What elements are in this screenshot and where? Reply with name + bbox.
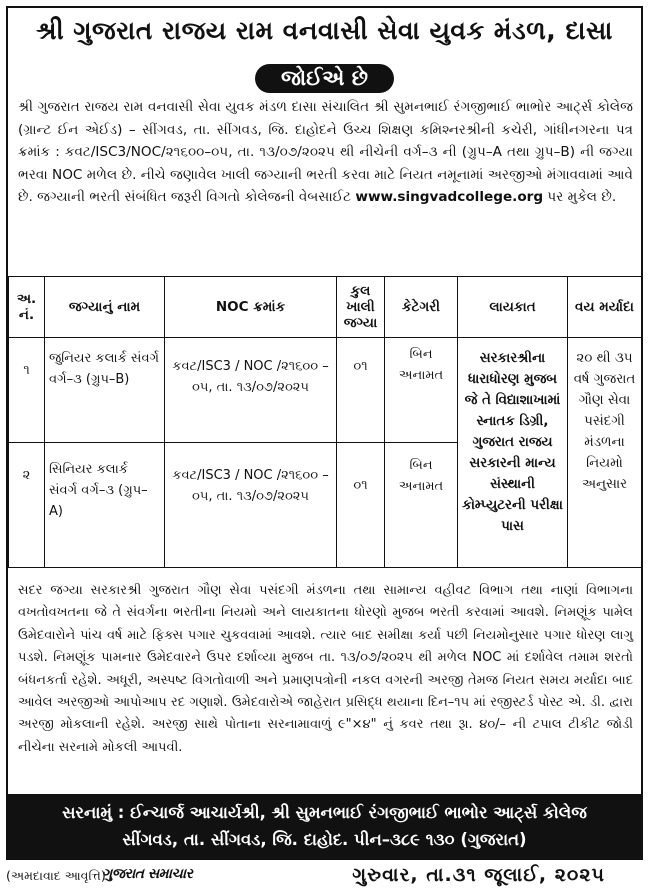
address-box <box>8 794 641 858</box>
qualification-cell: સરકારશ્રીના ધારાધોરણ મુજબ જે તે વિદ્યાશાખામાં સ્નાતક ડિગ્રી, ગુજરાત રાજય સરકારની માન્ય સંસ્થાની કોમ્પ્યુટરની પરીક્ષા પાસ <box>458 338 568 568</box>
row-noc: કવટ/ISC3 / NOC /૨૧૬૦૦ – ૦૫, તા. ૧૩/૦૭/૨૦૨૫ <box>165 338 337 443</box>
row-noc: કવટ/ISC3 / NOC /૨૧૬૦૦ – ૦૫, તા. ૧૩/૦૭/૨૦૨૫ <box>165 443 337 568</box>
intro-suffix: પર મુકેલ છે. <box>543 189 617 206</box>
row-post: સિનિયર કલાર્ક સંવર્ગ વર્ગ–૩ (ગ્રુપ–A) <box>45 443 165 568</box>
row-category: બિન અનામત <box>385 338 458 443</box>
address-line-1: સરનામું : ઈન્ચાર્જ આચાર્યશ્રી, શ્રી સુમનભાઈ રંગજીભાઈ ભાભોર આર્ટ્સ કોલેજ <box>62 803 587 822</box>
row-sr: ૨ <box>9 443 45 568</box>
wanted-badge: જોઈએ છે <box>255 64 394 93</box>
header-post: જગ્યાનું નામ <box>45 277 165 338</box>
website-link[interactable]: www.singvadcollege.org <box>355 189 544 206</box>
organization-title: શ્રી ગુજરાત રાજય રામ વનવાસી સેવા યુવક મંડળ, દાસા <box>36 16 613 45</box>
wanted-badge-wrap <box>8 64 641 93</box>
age-limit-cell: ૨૦ થી ૩૫ વર્ષ ગુજરાત ગૌણ સેવા પસંદગી મંડળના નિયમો અનુસાર <box>568 338 642 568</box>
header-category: કેટેગરી <box>385 277 458 338</box>
header-age: વય મર્યાદા <box>568 277 642 338</box>
header-qualification: લાયકાત <box>458 277 568 338</box>
row-category: બિન અનામત <box>385 443 458 568</box>
header-vacancies: કુલ ખાલી જગ્યા <box>337 277 385 338</box>
address-line-2: સીંગવડ, તા. સીંગવડ, જિ. દાહોદ. પીન–૩૮૯ ૧૩૦ (ગુજરાત) <box>122 830 527 849</box>
row-vacancies: ૦૧ <box>337 443 385 568</box>
advertisement <box>6 6 643 860</box>
table-header-row <box>9 277 642 338</box>
vacancy-table <box>8 276 642 568</box>
table-row <box>9 338 642 443</box>
header-sr: અ. નં. <box>9 277 45 338</box>
row-sr: ૧ <box>9 338 45 443</box>
intro-text: શ્રી ગુજરાત રાજય રામ વનવાસી સેવા યુવક મંડળ દાસા સંચાલિત શ્રી સુમનભાઈ રંગજીભાઈ ભાભોર આર્ટ્સ કોલેજ (ગ્રાન્ટ ઈન એઈડ) – સીંગવડ, તા. સીંગવડ, જિ. દાહોદને ઉચ્ચ શિક્ષણ કમિશ્નરશ્રીની કચેરી, ગાંધીનગરના પત્ર ક્રમાંક : કવટ/ISC3/NOC/૨૧૬૦૦–૦૫, તા. ૧૩/૦૭/૨૦૨૫ થી નીચેની વર્ગ–૩ ની (ગ્રુપ–A તથા ગ્રુપ–B) ની જગ્યા ભરવા NOC મળેલ છે. નીચે જણાવેલ ખાલી જગ્યાની ભરતી કરવા માટે નિયત નમૂનામાં અરજીઓ મંગાવવામાં આવે છે. જગ્યાની ભરતી સંબંધિત જરૂરી વિગતો કોલેજની વેબસાઈટ <box>18 99 633 206</box>
header-noc: NOC ક્રમાંક <box>165 277 337 338</box>
row-post: જુનિયર કલાર્ક સંવર્ગ વર્ગ–૩ (ગ્રુપ–B) <box>45 338 165 443</box>
terms-paragraph: સદર જગ્યા સરકારશ્રી ગુજરાત ગૌણ સેવા પસંદગી મંડળના તથા સામાન્ય વહીવટ વિભાગ તથા નાણાં વિભાગના વખતોવખતના જે તે સંવર્ગના ભરતીના નિયમો અને લાયકાતના ધોરણો મુજબ ભરતી કરવામાં આવશે. નિમણૂંક પામેલ ઉમેદવારોને પાંચ વર્ષ માટે ફિક્સ પગાર ચુકવવામાં આવશે. ત્યાર બાદ સમીક્ષા કર્યા પછી નિયમોનુસાર પગાર ધોરણ લાગુ પડશે. નિમણૂંક પામનાર ઉમેદવારને ઉપર દર્શાવ્યા મુજબ તા. ૧૩/૦૭/૨૦૨૫ થી મળેલ NOC માં દર્શાવેલ તમામ શરતો બંધનકર્તા રહેશે. અધૂરી, અસ્પષ્ટ વિગતોવાળી અને પ્રમાણપત્રોની નકલ વગરની અરજી તેમજ નિયત સમય મર્યાદા બાદ આવેલ અરજીઓ આપોઆપ રદ ગણાશે. ઉમેદવારોએ જાહેરાત પ્રસિદ્ધ થયાના દિન–૧૫ માં રજીસ્ટર્ડ પોસ્ટ એ. ડી. દ્વારા અરજી મોકલાની રહેશે. અરજી સાથે પોતાના સરનામાવાળું ૯"×૪" નું કવર તથા રૂા. ૪૦/– ની ટપાલ ટીકીટ જોડી નીચેના સરનામે મોકલી આપવી. <box>18 583 633 755</box>
newspaper-name: ગુજરાત સમાચાર <box>102 866 193 882</box>
edition-label: (અમદાવાદ આવૃત્તિ) <box>6 868 106 883</box>
intro-paragraph <box>18 96 633 209</box>
row-vacancies: ૦૧ <box>337 338 385 443</box>
publication-date: ગુરુવાર, તા.૩૧ જૂલાઈ, ૨૦૨૫ <box>352 864 605 886</box>
dateline <box>6 864 643 890</box>
